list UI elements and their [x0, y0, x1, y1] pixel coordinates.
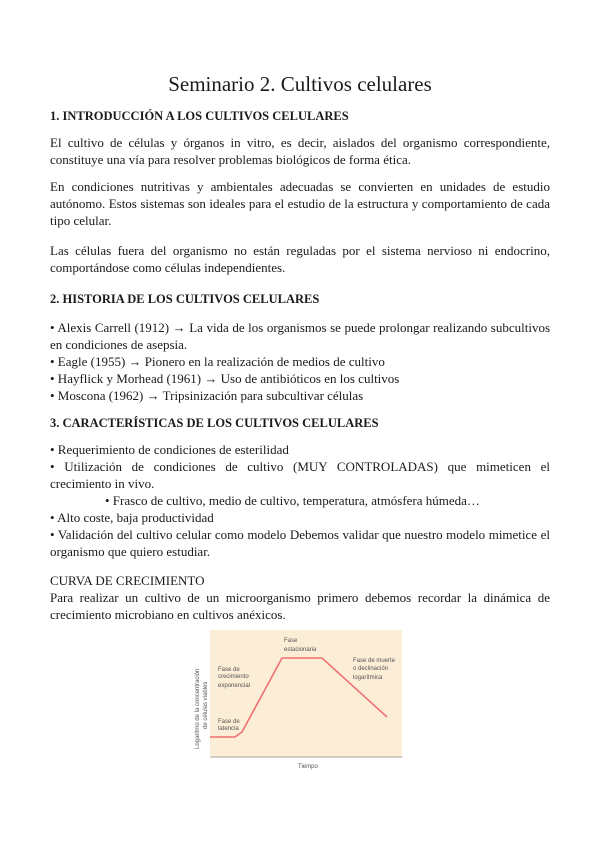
phase-label: Fase	[284, 638, 298, 644]
list-item: • Utilización de condiciones de cultivo (MUY CONTROLADAS) que mimeticen el crecimiento in vivo.	[50, 459, 550, 491]
section-heading: 2. HISTORIA DE LOS CULTIVOS CELULARES	[50, 292, 320, 306]
growth-curve-figure	[170, 625, 410, 775]
section-heading: 1. INTRODUCCIÓN A LOS CULTIVOS CELULARES	[50, 109, 349, 123]
y-axis-label: Logaritmo de la concentración	[195, 668, 201, 749]
phase-label: crecimiento	[218, 674, 249, 680]
list-item: • Moscona (1962) → Tripsinización para subcultivar células	[50, 388, 364, 403]
list-item: • Requerimiento de condiciones de esterilidad	[50, 442, 289, 457]
list-item: • Frasco de cultivo, medio de cultivo, temperatura, atmósfera húmeda…	[105, 493, 480, 508]
page-title: Seminario 2. Cultivos celulares	[168, 72, 432, 96]
list-item: • Hayflick y Morhead (1961) → Uso de antibióticos en los cultivos	[50, 371, 400, 386]
section-heading: CURVA DE CRECIMIENTO	[50, 573, 205, 588]
y-axis-label: de células viables	[203, 681, 209, 729]
phase-label: exponencial	[218, 683, 251, 689]
list-item: • Alexis Carrell (1912) → La vida de los organismos se puede prolongar realizando subcultivos en condiciones de asepsia.	[50, 320, 550, 352]
x-axis-label: Tiempo	[298, 764, 318, 770]
list-item: • Eagle (1955) → Pionero en la realización de medios de cultivo	[50, 354, 385, 369]
paragraph: Las células fuera del organismo no están reguladas por el sistema nervioso ni endocrino, comportándose como células independientes.	[50, 243, 550, 275]
phase-label: Fase de	[218, 667, 240, 673]
paragraph: Para realizar un cultivo de un microorganismo primero debemos recordar la dinámica de crecimiento microbiano en cultivos anéxicos.	[50, 590, 550, 622]
phase-label: Fase de muerte	[353, 658, 396, 664]
bullet-list	[50, 441, 550, 560]
phase-label: Fase de	[218, 719, 240, 725]
list-item: • Alto coste, baja productividad	[50, 510, 214, 525]
list-item: • Validación del cultivo celular como modelo Debemos validar que nuestro modelo mimetice el organismo que quiero estudiar.	[50, 527, 550, 559]
section-heading: 3. CARACTERÍSTICAS DE LOS CULTIVOS CELULARES	[50, 416, 379, 430]
paragraph: En condiciones nutritivas y ambientales adecuadas se convierten en unidades de estudio autónomo. Estos sistemas son ideales para el estudio de la estructura y comportamiento de cada tipo celular.	[50, 179, 550, 228]
bullet-list	[50, 319, 550, 404]
phase-label: latencia	[218, 726, 239, 732]
phase-label: o declinación	[353, 666, 389, 672]
phase-label: estacionaria	[284, 647, 317, 653]
phase-label: logarítmica	[353, 675, 383, 681]
paragraph: El cultivo de células y órganos in vitro, es decir, aislados del organismo correspondiente, constituye una vía para resolver problemas biológicos de forma ética.	[50, 135, 550, 167]
